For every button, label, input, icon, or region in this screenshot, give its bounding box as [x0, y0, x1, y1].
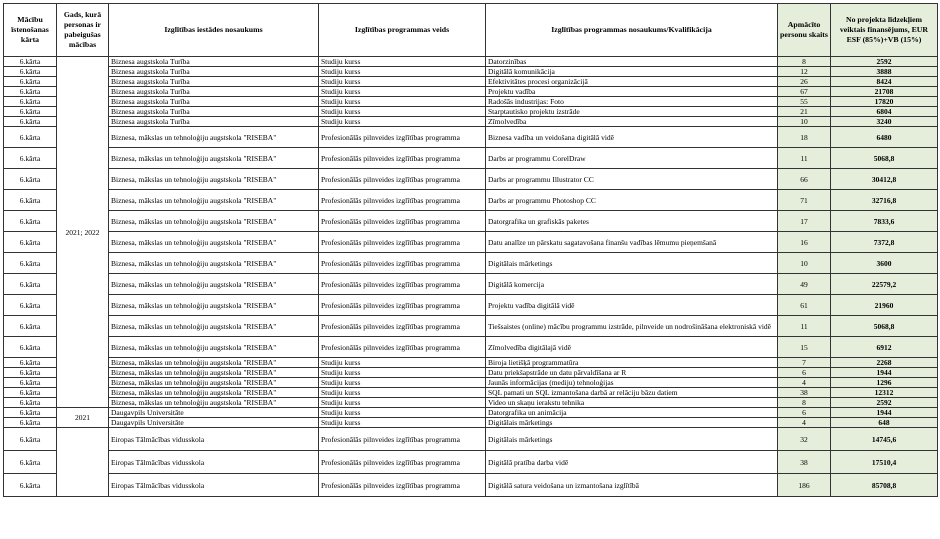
cell-round: 6.kārta: [4, 451, 57, 474]
cell-program-name: Tiešsaistes (online) mācību programmu izstrāde, pilnveide un nodrošināšana elektroniskā vidē: [486, 316, 778, 337]
cell-round: 6.kārta: [4, 107, 57, 117]
cell-round: 6.kārta: [4, 87, 57, 97]
cell-trained-count: 16: [778, 232, 831, 253]
cell-trained-count: 18: [778, 127, 831, 148]
cell-trained-count: 67: [778, 87, 831, 97]
cell-program-type: Studiju kurss: [319, 117, 486, 127]
cell-funding: 648: [831, 418, 938, 428]
cell-institution: Biznesa, mākslas un tehnoloģiju augstskola "RISEBA": [109, 127, 319, 148]
table-row: [4, 408, 938, 418]
cell-program-name: Video un skaņu ierakstu tehnika: [486, 398, 778, 408]
cell-program-type: Studiju kurss: [319, 368, 486, 378]
cell-round: 6.kārta: [4, 169, 57, 190]
table-row: [4, 67, 938, 77]
cell-program-type: Profesionālās pilnveides izglītības programma: [319, 232, 486, 253]
cell-round: 6.kārta: [4, 77, 57, 87]
cell-round: 6.kārta: [4, 232, 57, 253]
cell-round: 6.kārta: [4, 274, 57, 295]
cell-trained-count: 4: [778, 418, 831, 428]
cell-program-type: Studiju kurss: [319, 97, 486, 107]
table-row: [4, 398, 938, 408]
cell-round: 6.kārta: [4, 368, 57, 378]
cell-funding: 6480: [831, 127, 938, 148]
header-program-name: Izglītības programmas nosaukums/Kvalifikācija: [486, 4, 778, 57]
cell-trained-count: 17: [778, 211, 831, 232]
cell-program-type: Studiju kurss: [319, 358, 486, 368]
cell-trained-count: 11: [778, 316, 831, 337]
cell-program-name: Datu analīze un pārskatu sagatavošana finanšu vadības lēmumu pieņemšanā: [486, 232, 778, 253]
cell-funding: 2268: [831, 358, 938, 368]
cell-round: 6.kārta: [4, 97, 57, 107]
cell-round: 6.kārta: [4, 253, 57, 274]
cell-program-type: Profesionālās pilnveides izglītības programma: [319, 274, 486, 295]
cell-trained-count: 8: [778, 398, 831, 408]
cell-institution: Biznesa, mākslas un tehnoloģiju augstskola "RISEBA": [109, 378, 319, 388]
table-row: [4, 358, 938, 368]
cell-program-type: Profesionālās pilnveides izglītības programma: [319, 316, 486, 337]
cell-funding: 1296: [831, 378, 938, 388]
cell-institution: Biznesa, mākslas un tehnoloģiju augstskola "RISEBA": [109, 253, 319, 274]
cell-funding: 12312: [831, 388, 938, 398]
cell-trained-count: 32: [778, 428, 831, 451]
cell-institution: Biznesa, mākslas un tehnoloģiju augstskola "RISEBA": [109, 398, 319, 408]
cell-trained-count: 11: [778, 148, 831, 169]
cell-program-name: Digitālā komunikācija: [486, 67, 778, 77]
cell-funding: 30412,8: [831, 169, 938, 190]
cell-program-type: Studiju kurss: [319, 57, 486, 67]
cell-round: 6.kārta: [4, 378, 57, 388]
cell-round: 6.kārta: [4, 408, 57, 418]
table-row: [4, 474, 938, 497]
cell-year: 2021; 2022: [57, 57, 109, 408]
cell-program-type: Studiju kurss: [319, 378, 486, 388]
cell-program-name: Zīmolvedība: [486, 117, 778, 127]
cell-program-name: Biznesa vadība un veidošana digitālā vidē: [486, 127, 778, 148]
cell-funding: 6912: [831, 337, 938, 358]
cell-institution: Biznesa, mākslas un tehnoloģiju augstskola "RISEBA": [109, 190, 319, 211]
cell-program-type: Profesionālās pilnveides izglītības programma: [319, 148, 486, 169]
cell-institution: Biznesa, mākslas un tehnoloģiju augstskola "RISEBA": [109, 388, 319, 398]
table-row: [4, 316, 938, 337]
cell-trained-count: 38: [778, 388, 831, 398]
cell-program-type: Studiju kurss: [319, 87, 486, 97]
cell-program-type: Studiju kurss: [319, 398, 486, 408]
cell-round: 6.kārta: [4, 358, 57, 368]
table-row: [4, 107, 938, 117]
cell-program-name: Jaunās informācijas (mediju) tehnoloģijas: [486, 378, 778, 388]
cell-institution: Biznesa, mākslas un tehnoloģiju augstskola "RISEBA": [109, 337, 319, 358]
table-row: [4, 418, 938, 428]
cell-program-name: Digitālais mārketings: [486, 253, 778, 274]
cell-program-type: Profesionālās pilnveides izglītības programma: [319, 474, 486, 497]
cell-trained-count: 66: [778, 169, 831, 190]
table-row: [4, 274, 938, 295]
cell-institution: Biznesa augstskola Turība: [109, 117, 319, 127]
cell-institution: Biznesa, mākslas un tehnoloģiju augstskola "RISEBA": [109, 295, 319, 316]
cell-program-name: Biroja lietišķā programmatūra: [486, 358, 778, 368]
cell-program-type: Profesionālās pilnveides izglītības programma: [319, 428, 486, 451]
table-row: [4, 232, 938, 253]
training-funding-table: [3, 3, 938, 497]
cell-trained-count: 26: [778, 77, 831, 87]
cell-program-name: Datorzinības: [486, 57, 778, 67]
cell-round: 6.kārta: [4, 190, 57, 211]
cell-program-type: Studiju kurss: [319, 67, 486, 77]
cell-round: 6.kārta: [4, 67, 57, 77]
table-row: [4, 190, 938, 211]
header-round: Mācību īstenošanas kārta: [4, 4, 57, 57]
cell-program-type: Studiju kurss: [319, 388, 486, 398]
cell-funding: 17820: [831, 97, 938, 107]
cell-program-type: Studiju kurss: [319, 107, 486, 117]
cell-trained-count: 8: [778, 57, 831, 67]
cell-institution: Biznesa augstskola Turība: [109, 57, 319, 67]
cell-round: 6.kārta: [4, 428, 57, 451]
cell-funding: 2592: [831, 57, 938, 67]
cell-funding: 2592: [831, 398, 938, 408]
cell-trained-count: 49: [778, 274, 831, 295]
cell-program-type: Profesionālās pilnveides izglītības programma: [319, 190, 486, 211]
cell-funding: 32716,8: [831, 190, 938, 211]
cell-program-type: Studiju kurss: [319, 408, 486, 418]
cell-institution: Eiropas Tālmācības vidusskola: [109, 474, 319, 497]
cell-institution: Biznesa augstskola Turība: [109, 97, 319, 107]
cell-trained-count: 15: [778, 337, 831, 358]
cell-trained-count: 21: [778, 107, 831, 117]
cell-program-type: Profesionālās pilnveides izglītības programma: [319, 211, 486, 232]
cell-trained-count: 6: [778, 408, 831, 418]
cell-program-name: Digitālais mārketings: [486, 418, 778, 428]
table-row: [4, 87, 938, 97]
cell-program-type: Studiju kurss: [319, 418, 486, 428]
cell-program-type: Studiju kurss: [319, 77, 486, 87]
cell-round: 6.kārta: [4, 295, 57, 316]
cell-program-type: Profesionālās pilnveides izglītības programma: [319, 337, 486, 358]
cell-round: 6.kārta: [4, 57, 57, 67]
table-row: [4, 77, 938, 87]
cell-institution: Biznesa, mākslas un tehnoloģiju augstskola "RISEBA": [109, 358, 319, 368]
cell-program-name: Datu priekšapstrāde un datu pārvaldīšana ar R: [486, 368, 778, 378]
cell-funding: 7372,8: [831, 232, 938, 253]
cell-institution: Biznesa augstskola Turība: [109, 107, 319, 117]
table-row: [4, 428, 938, 451]
cell-institution: Biznesa, mākslas un tehnoloģiju augstskola "RISEBA": [109, 169, 319, 190]
table-row: [4, 148, 938, 169]
cell-round: 6.kārta: [4, 316, 57, 337]
cell-funding: 6804: [831, 107, 938, 117]
cell-institution: Biznesa augstskola Turība: [109, 67, 319, 77]
cell-trained-count: 10: [778, 253, 831, 274]
cell-institution: Biznesa, mākslas un tehnoloģiju augstskola "RISEBA": [109, 316, 319, 337]
cell-institution: Biznesa, mākslas un tehnoloģiju augstskola "RISEBA": [109, 232, 319, 253]
cell-funding: 21708: [831, 87, 938, 97]
header-funding: No projekta līdzekļiem veiktais finansējums, EUR ESF (85%)+VB (15%): [831, 4, 938, 57]
table-row: [4, 451, 938, 474]
header-program-type: Izglītības programmas veids: [319, 4, 486, 57]
header-year: Gads, kurā personas ir pabeigušas mācības: [57, 4, 109, 57]
table-body: [4, 57, 938, 497]
table-row: [4, 97, 938, 107]
cell-trained-count: 12: [778, 67, 831, 77]
cell-program-name: Digitālais mārketings: [486, 428, 778, 451]
cell-trained-count: 71: [778, 190, 831, 211]
cell-funding: 3600: [831, 253, 938, 274]
table-row: [4, 169, 938, 190]
cell-funding: 1944: [831, 368, 938, 378]
cell-program-type: Profesionālās pilnveides izglītības programma: [319, 169, 486, 190]
cell-program-name: Radošās industrijas: Foto: [486, 97, 778, 107]
cell-institution: Biznesa, mākslas un tehnoloģiju augstskola "RISEBA": [109, 148, 319, 169]
cell-program-name: Darbs ar programmu CorelDraw: [486, 148, 778, 169]
cell-trained-count: 61: [778, 295, 831, 316]
cell-trained-count: 55: [778, 97, 831, 107]
cell-trained-count: 186: [778, 474, 831, 497]
cell-program-name: Projektu vadība: [486, 87, 778, 97]
cell-institution: Daugavpils Universitāte: [109, 408, 319, 418]
table-row: [4, 57, 938, 67]
cell-program-type: Profesionālās pilnveides izglītības programma: [319, 451, 486, 474]
cell-year-empty: [57, 428, 109, 497]
header-row: [4, 4, 938, 57]
table-row: [4, 368, 938, 378]
cell-round: 6.kārta: [4, 337, 57, 358]
cell-trained-count: 7: [778, 358, 831, 368]
cell-funding: 21960: [831, 295, 938, 316]
cell-year: 2021: [57, 408, 109, 428]
cell-program-name: Digitālā komercija: [486, 274, 778, 295]
cell-funding: 5068,8: [831, 316, 938, 337]
cell-round: 6.kārta: [4, 148, 57, 169]
cell-round: 6.kārta: [4, 211, 57, 232]
cell-funding: 7833,6: [831, 211, 938, 232]
cell-trained-count: 38: [778, 451, 831, 474]
cell-institution: Biznesa augstskola Turība: [109, 87, 319, 97]
cell-program-type: Profesionālās pilnveides izglītības programma: [319, 253, 486, 274]
cell-trained-count: 6: [778, 368, 831, 378]
cell-institution: Biznesa augstskola Turība: [109, 77, 319, 87]
table-row: [4, 117, 938, 127]
table-row: [4, 127, 938, 148]
cell-funding: 17510,4: [831, 451, 938, 474]
cell-program-type: Profesionālās pilnveides izglītības programma: [319, 295, 486, 316]
table-row: [4, 378, 938, 388]
cell-program-type: Profesionālās pilnveides izglītības programma: [319, 127, 486, 148]
table-row: [4, 388, 938, 398]
cell-funding: 85708,8: [831, 474, 938, 497]
cell-round: 6.kārta: [4, 127, 57, 148]
cell-institution: Daugavpils Universitāte: [109, 418, 319, 428]
cell-institution: Eiropas Tālmācības vidusskola: [109, 451, 319, 474]
table-row: [4, 253, 938, 274]
table-row: [4, 211, 938, 232]
cell-program-name: Efektivitātes procesi organizācijā: [486, 77, 778, 87]
cell-program-name: Datorgrafika un animācija: [486, 408, 778, 418]
table-row: [4, 295, 938, 316]
cell-trained-count: 10: [778, 117, 831, 127]
cell-funding: 3888: [831, 67, 938, 77]
cell-institution: Biznesa, mākslas un tehnoloģiju augstskola "RISEBA": [109, 274, 319, 295]
cell-program-name: Projektu vadība digitālā vidē: [486, 295, 778, 316]
header-trained-count: Apmācīto personu skaits: [778, 4, 831, 57]
cell-round: 6.kārta: [4, 418, 57, 428]
cell-round: 6.kārta: [4, 388, 57, 398]
cell-program-name: Darbs ar programmu Photoshop CC: [486, 190, 778, 211]
cell-institution: Eiropas Tālmācības vidusskola: [109, 428, 319, 451]
cell-funding: 5068,8: [831, 148, 938, 169]
cell-program-name: SQL pamati un SQL izmantošana darbā ar relāciju bāzu datiem: [486, 388, 778, 398]
cell-program-name: Datorgrafika un grafiskās paketes: [486, 211, 778, 232]
cell-institution: Biznesa, mākslas un tehnoloģiju augstskola "RISEBA": [109, 368, 319, 378]
cell-institution: Biznesa, mākslas un tehnoloģiju augstskola "RISEBA": [109, 211, 319, 232]
cell-funding: 3240: [831, 117, 938, 127]
cell-funding: 1944: [831, 408, 938, 418]
cell-round: 6.kārta: [4, 117, 57, 127]
cell-program-name: Zīmolvedība digitālajā vidē: [486, 337, 778, 358]
cell-program-name: Digitālā satura veidošana un izmantošana izglītībā: [486, 474, 778, 497]
cell-trained-count: 4: [778, 378, 831, 388]
cell-funding: 22579,2: [831, 274, 938, 295]
cell-program-name: Starptautisko projektu izstrāde: [486, 107, 778, 117]
cell-round: 6.kārta: [4, 474, 57, 497]
table-row: [4, 337, 938, 358]
cell-program-name: Darbs ar programmu Illustrator CC: [486, 169, 778, 190]
header-institution: Izglītības iestādes nosaukums: [109, 4, 319, 57]
cell-program-name: Digitālā pratība darba vidē: [486, 451, 778, 474]
cell-funding: 14745,6: [831, 428, 938, 451]
cell-funding: 8424: [831, 77, 938, 87]
cell-round: 6.kārta: [4, 398, 57, 408]
